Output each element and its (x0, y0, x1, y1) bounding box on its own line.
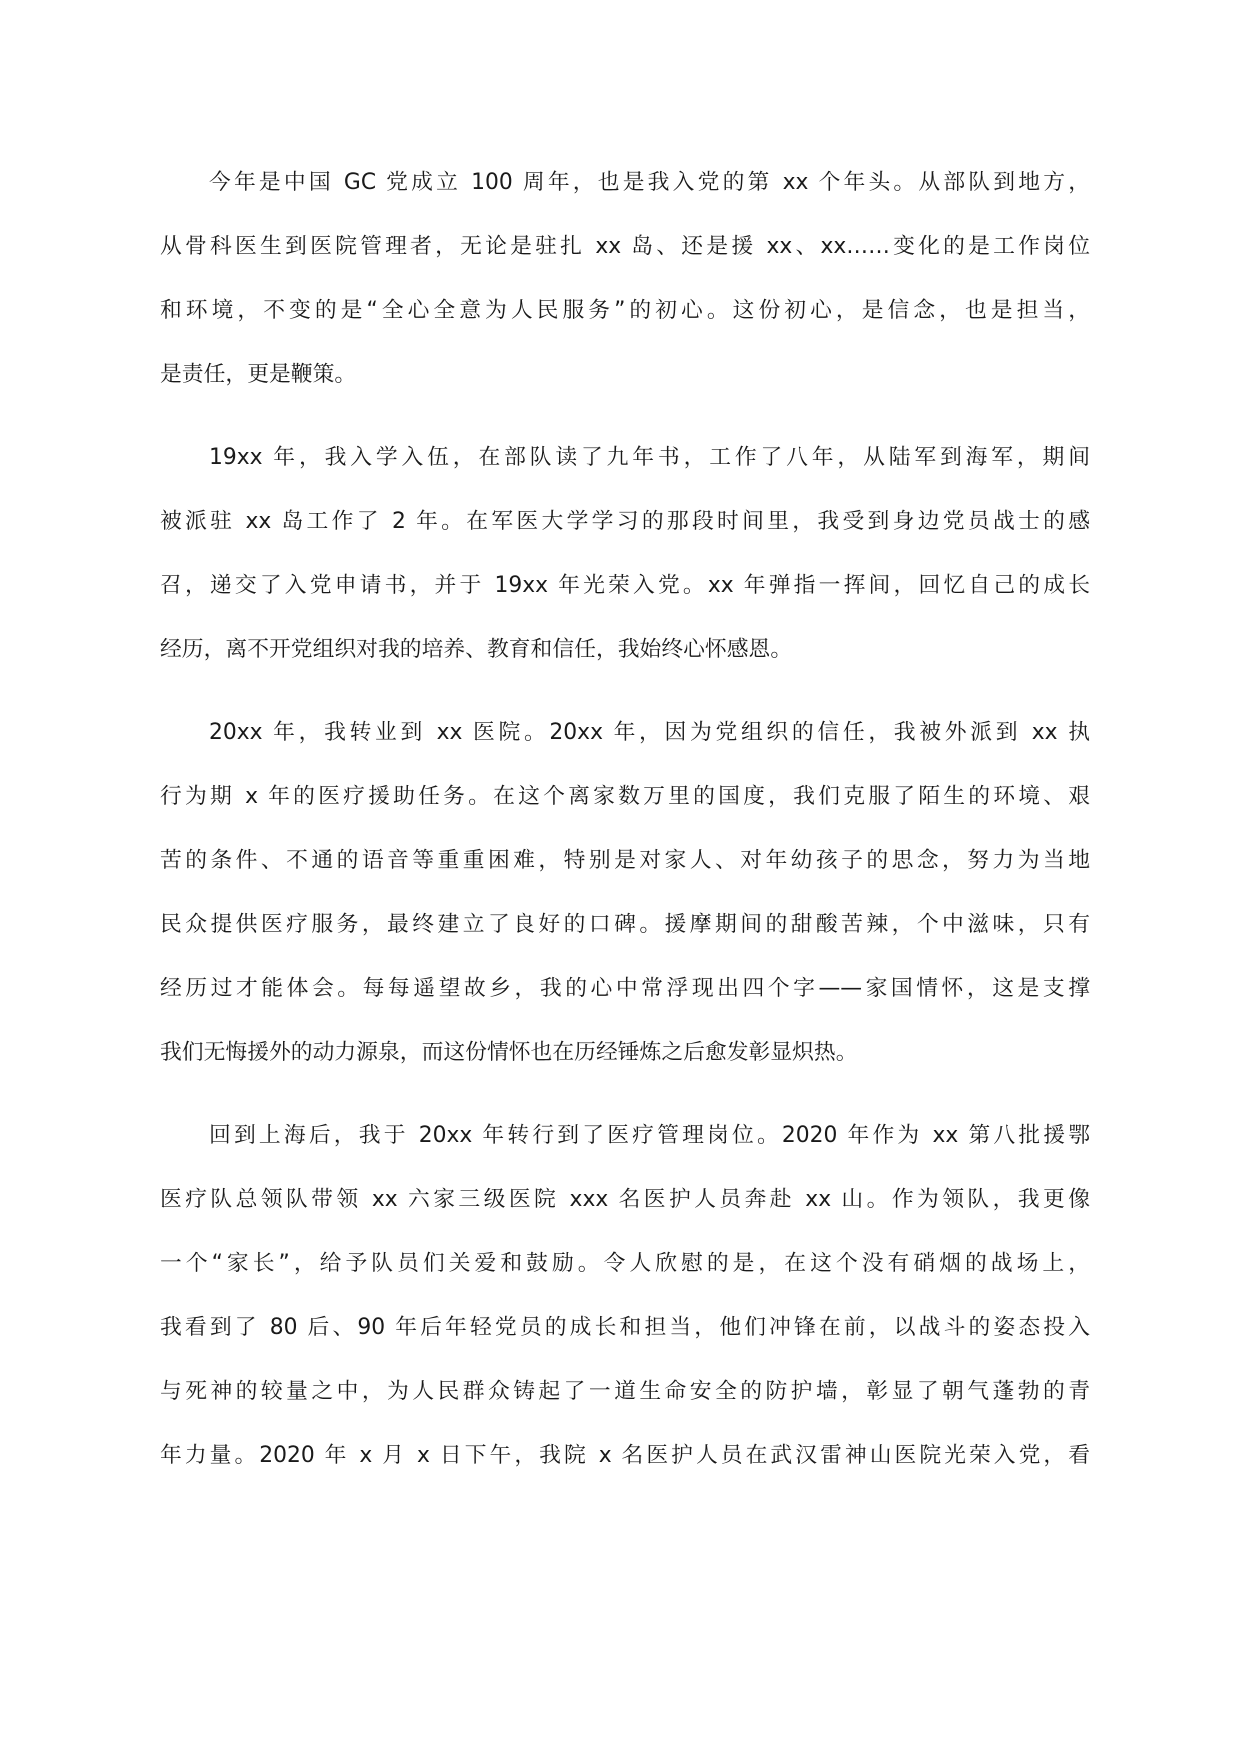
paragraph-line: 民众提供医疗服务，最终建立了良好的口碑。援摩期间的甜酸苦辣，个中滋味，只有 (160, 912, 1090, 937)
paragraph-4 (160, 1104, 1090, 1488)
paragraph-1 (160, 151, 1090, 407)
document-body (160, 151, 1090, 1507)
paragraph-line: 我看到了 80 后、90 年后年轻党员的成长和担当，他们冲锋在前，以战斗的姿态投入 (160, 1315, 1090, 1340)
paragraph-line: 从骨科医生到医院管理者，无论是驻扎 xx 岛、还是援 xx、xx……变化的是工作岗位 (160, 234, 1090, 259)
paragraph-line: 经历，离不开党组织对我的培养、教育和信任，我始终心怀感恩。 (160, 637, 793, 662)
paragraph-line: 和环境，不变的是“全心全意为人民服务”的初心。这份初心，是信念，也是担当， (160, 298, 1090, 323)
paragraph-line: 经历过才能体会。每每遥望故乡，我的心中常浮现出四个字——家国情怀，这是支撑 (160, 976, 1090, 1001)
paragraph-line: 20xx 年，我转业到 xx 医院。20xx 年，因为党组织的信任，我被外派到 xx 执 (209, 720, 1090, 745)
paragraph-line: 召，递交了入党申请书，并于 19xx 年光荣入党。xx 年弹指一挥间，回忆自己的成长 (160, 573, 1090, 598)
paragraph-line: 行为期 x 年的医疗援助任务。在这个离家数万里的国度，我们克服了陌生的环境、艰 (160, 784, 1090, 809)
paragraph-line: 我们无悔援外的动力源泉，而这份情怀也在历经锤炼之后愈发彰显炽热。 (160, 1040, 858, 1065)
paragraph-line: 19xx 年，我入学入伍，在部队读了九年书，工作了八年，从陆军到海军，期间 (209, 445, 1090, 470)
paragraph-line: 是责任，更是鞭策。 (160, 362, 357, 387)
paragraph-line: 年力量。2020 年 x 月 x 日下午，我院 x 名医护人员在武汉雷神山医院光荣入党，看 (160, 1443, 1090, 1468)
paragraph-line: 苦的条件、不通的语音等重重困难，特别是对家人、对年幼孩子的思念，努力为当地 (160, 848, 1090, 873)
paragraph-2 (160, 426, 1090, 682)
paragraph-3 (160, 701, 1090, 1085)
paragraph-line: 与死神的较量之中，为人民群众铸起了一道生命安全的防护墙，彰显了朝气蓬勃的青 (160, 1379, 1090, 1404)
paragraph-line: 医疗队总领队带领 xx 六家三级医院 xxx 名医护人员奔赴 xx 山。作为领队，我更像 (160, 1187, 1090, 1212)
paragraph-line: 被派驻 xx 岛工作了 2 年。在军医大学学习的那段时间里，我受到身边党员战士的感 (160, 509, 1090, 534)
paragraph-line: 一个“家长”，给予队员们关爱和鼓励。令人欣慰的是，在这个没有硝烟的战场上， (160, 1251, 1090, 1276)
paragraph-line: 今年是中国 GC 党成立 100 周年，也是我入党的第 xx 个年头。从部队到地方， (209, 170, 1090, 195)
paragraph-line: 回到上海后，我于 20xx 年转行到了医疗管理岗位。2020 年作为 xx 第八批援鄂 (209, 1123, 1090, 1148)
